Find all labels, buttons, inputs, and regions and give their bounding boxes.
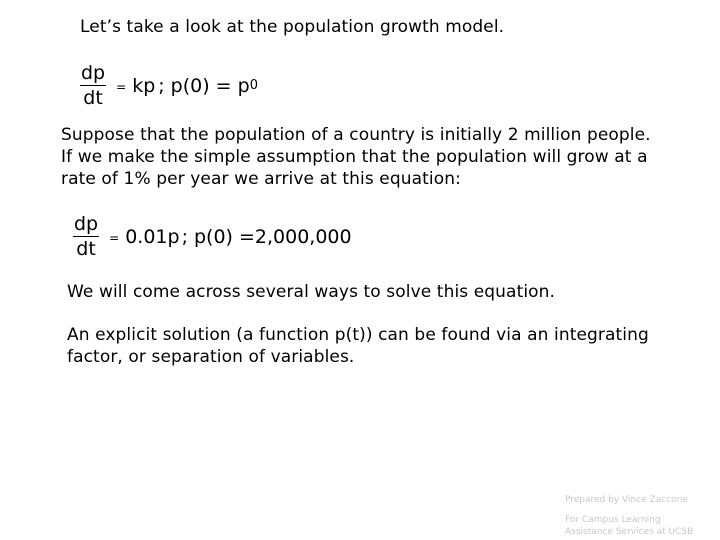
equation-separator: ; [158, 74, 165, 97]
equals-sign: = [109, 230, 120, 245]
fraction-numerator: dp [74, 213, 99, 235]
initial-condition: p(0) = p [170, 74, 250, 97]
fraction-denominator: dt [76, 238, 96, 260]
paragraph-line: rate of 1% per year we arrive at this equation: [61, 169, 461, 189]
initial-condition-subscript: 0 [249, 78, 258, 93]
derivative-fraction [73, 213, 99, 260]
paragraph-line: Suppose that the population of a country is initially 2 million people. [61, 125, 651, 145]
fraction-denominator: dt [83, 87, 103, 109]
footer-line: Assistance Services at UCSB [565, 527, 694, 537]
paragraph-explicit-solution [67, 324, 649, 368]
paragraph-assumption [61, 124, 651, 190]
fraction-bar [80, 85, 106, 86]
equals-sign: = [116, 79, 127, 94]
footer-credit-org [565, 514, 693, 538]
paragraph-line: If we make the simple assumption that the population will grow at a [61, 147, 648, 167]
derivative-fraction [80, 62, 106, 109]
paragraph-line: An explicit solution (a function p(t)) can be found via an integrating [67, 325, 649, 345]
equation-separator: ; [181, 225, 188, 248]
fraction-bar [73, 236, 99, 237]
equation-specific-model [73, 213, 352, 260]
paragraph-solve-ways: We will come across several ways to solve this equation. [67, 282, 556, 302]
equation-growth-model [80, 62, 258, 109]
intro-text: Let’s take a look at the population growth model. [80, 17, 505, 37]
fraction-numerator: dp [81, 62, 106, 84]
paragraph-line: factor, or separation of variables. [67, 347, 355, 367]
initial-condition: p(0) =2,000,000 [193, 225, 352, 248]
equation-rhs: 0.01p [125, 225, 180, 248]
equation-rhs: kp [132, 74, 156, 97]
footer-line: For Campus Learning [565, 515, 661, 525]
footer-credit-author: Prepared by Vince Zaccone [565, 495, 688, 505]
